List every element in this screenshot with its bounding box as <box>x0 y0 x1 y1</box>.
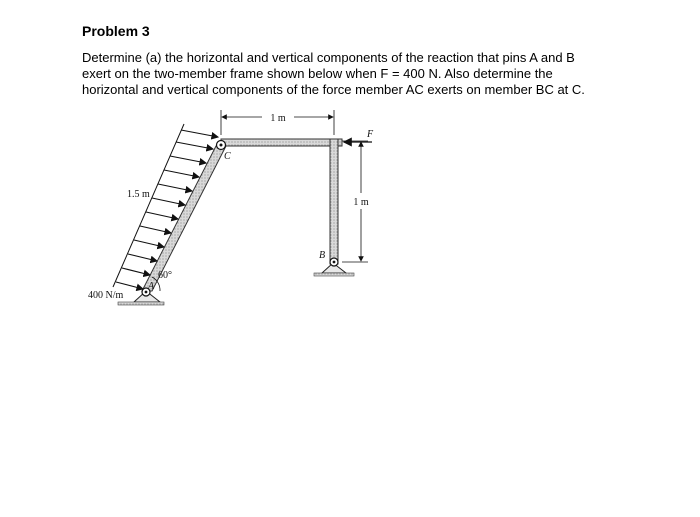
right-dimension-label: 1 m <box>353 197 369 208</box>
member-vertical <box>330 139 338 264</box>
point-c-label: C <box>224 151 231 162</box>
problem-title: Problem 3 <box>82 23 150 39</box>
member-length-label: 1.5 m <box>127 189 150 200</box>
member-ac <box>142 146 226 291</box>
angle-label: 60° <box>158 270 172 281</box>
top-dimension-label: 1 m <box>270 113 286 124</box>
distributed-load-label: 400 N/m <box>88 290 124 301</box>
statement-line-2: exert on the two-member frame shown below when F = 400 N. Also determine the <box>82 66 553 81</box>
member-horizontal <box>221 139 342 146</box>
force-f-label: F <box>367 129 374 140</box>
pin-c <box>217 141 226 150</box>
point-a-label: A <box>148 281 155 292</box>
statement-line-1: Determine (a) the horizontal and vertical components of the reaction that pins A and B <box>82 50 575 65</box>
support-a <box>118 288 164 305</box>
point-b-label: B <box>319 250 326 261</box>
statement-line-3: horizontal and vertical components of the force member AC exerts on member BC at C. <box>82 82 585 97</box>
